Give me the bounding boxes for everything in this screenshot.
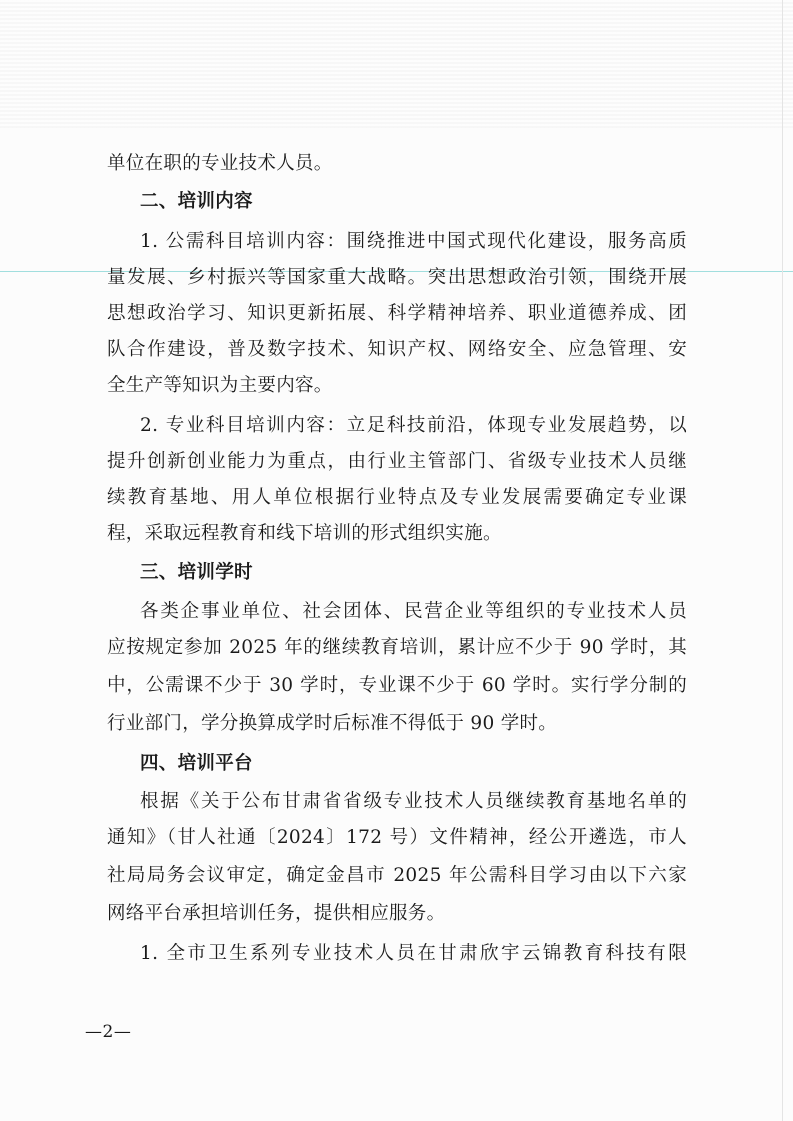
text-line: 全生产等知识为主要内容。 <box>107 375 333 396</box>
scan-artifact-top <box>0 0 793 128</box>
text-line: 社局局务会议审定，确定金昌市 2025 年公需科目学习由以下六家 <box>107 865 687 886</box>
text-line: 通知》（甘人社通〔2024〕172 号）文件精神，经公开遴选，市人 <box>107 827 687 848</box>
text-line: 应按规定参加 2025 年的继续教育培训，累计应不少于 90 学时，其 <box>107 637 687 658</box>
page-edge <box>782 0 783 1121</box>
text-line: 量发展、乡村振兴等国家重大战略。突出思想政治引领，围绕开展 <box>107 267 687 288</box>
page-number: —2— <box>85 1022 132 1042</box>
section-heading: 二、培训内容 <box>140 191 253 212</box>
text-line: 2. 专业科目培训内容：立足科技前沿，体现专业发展趋势，以 <box>140 415 687 436</box>
text-line: 根据《关于公布甘肃省省级专业技术人员继续教育基地名单的 <box>140 791 687 812</box>
text-line: 续教育基地、用人单位根据行业特点及专业发展需要确定专业课 <box>107 487 687 508</box>
text-line: 提升创新创业能力为重点，由行业主管部门、省级专业技术人员继 <box>107 451 687 472</box>
text-line: 队合作建设，普及数字技术、知识产权、网络安全、应急管理、安 <box>107 339 687 360</box>
text-line: 单位在职的专业技术人员。 <box>107 153 333 174</box>
text-line: 1. 全市卫生系列专业技术人员在甘肃欣宇云锦教育科技有限 <box>140 943 687 964</box>
text-line: 中，公需课不少于 30 学时，专业课不少于 60 学时。实行学分制的 <box>107 675 687 696</box>
text-line: 网络平台承担培训任务，提供相应服务。 <box>107 903 446 924</box>
section-heading: 三、培训学时 <box>140 562 253 583</box>
text-line: 1. 公需科目培训内容：围绕推进中国式现代化建设，服务高质 <box>140 231 687 252</box>
text-line: 各类企事业单位、社会团体、民营企业等组织的专业技术人员 <box>140 601 687 622</box>
section-heading: 四、培训平台 <box>140 753 253 774</box>
text-line: 思想政治学习、知识更新拓展、科学精神培养、职业道德养成、团 <box>107 303 687 324</box>
text-line: 行业部门，学分换算成学时后标准不得低于 90 学时。 <box>107 713 558 734</box>
text-line: 程，采取远程教育和线下培训的形式组织实施。 <box>107 523 502 544</box>
